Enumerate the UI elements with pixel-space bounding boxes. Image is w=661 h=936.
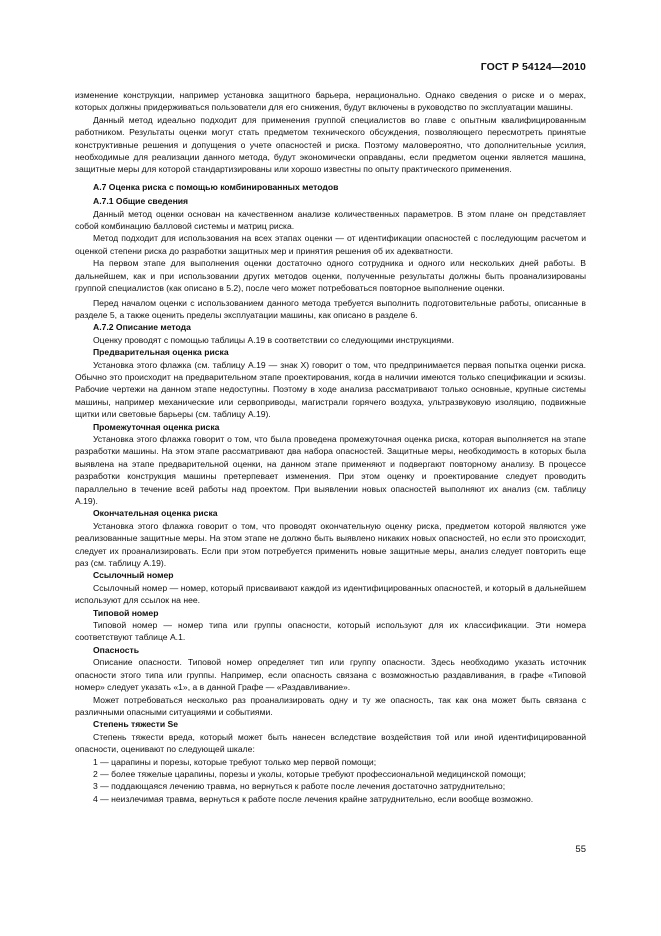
paragraph: Установка этого флажка говорит о том, что проводят окончательную оценку риска, предметом которой являются уже реализованные защитные меры. На этом этапе не должно быть выявлено никаких новых опасностей, но если это происходит, следует их проанализировать. Если при этом потребуется применить новые защитные меры, анализ следует повторить еще раз (см. таблицу А.19). xyxy=(75,520,586,569)
paragraph: Степень тяжести вреда, который может быть нанесен вследствие воздействия той или иной идентифицированной опасности, оценивают по следующей шкале: xyxy=(75,731,586,755)
subsection-heading-a72: А.7.2 Описание метода xyxy=(93,322,191,333)
term-heading-preliminary: Предварительная оценка риска xyxy=(93,347,229,358)
paragraph: Описание опасности. Типовой номер определяет тип или группу опасности. Здесь необходимо указать источник опасности этого типа или группы. Например, если опасность связана с возможностью раздавливания, в графе «Типовой номер» следует указать «1», а в данной Графе — «Раздавливание». xyxy=(75,657,586,693)
document-body xyxy=(75,89,586,805)
paragraph: На первом этапе для выполнения оценки достаточно одного сотрудника и одного или нескольких дней работы. В дальнейшем, как и при использовании других методов оценки, полученные результаты должны быть проанализированы группой специалистов (как описано в 5.2), после чего может потребоваться повторное выполнение оценки. xyxy=(75,258,586,294)
severity-scale-item: 3 — поддающаяся лечению травма, но вернуться к работе после лечения достаточно затруднительно; xyxy=(93,781,506,792)
term-heading-type-number: Типовой номер xyxy=(93,607,159,618)
paragraph: Может потребоваться несколько раз проанализировать одну и ту же опасность, так как она может быть связана с различными опасными ситуациями и событиями. xyxy=(75,694,586,717)
paragraph: Ссылочный номер — номер, который присваивают каждой из идентифицированных опасностей, и который в дальнейшем используют для ссылок на нее. xyxy=(75,582,586,606)
page-number: 55 xyxy=(575,844,586,855)
document-standard-id: ГОСТ Р 54124—2010 xyxy=(480,61,586,73)
paragraph: Перед началом оценки с использованием данного метода требуется выполнить подготовительные работы, описанные в разделе 5, а также оценить пределы эксплуатации машины, как описано в разделе 6. xyxy=(75,297,586,320)
term-heading-intermediate: Промежуточная оценка риска xyxy=(93,421,220,432)
paragraph: Данный метод идеально подходит для применения группой специалистов во главе с опытным квалифицированным работником. Результаты оценки могут стать предметом технического обсуждения, позволяющего пересмотреть принятые конструктивные решения и допущения о учете опасностей и риска. Поэтому маловероятно, что дополнительные усилия, необходимые для реализации данного метода, будут экономически оправданы, если предметом оценки является машина, защитные меры для которой стандартизированы или хорошо известны по опыту практического применения. xyxy=(75,114,586,175)
paragraph: Метод подходит для использования на всех этапах оценки — от идентификации опасностей с последующим расчетом и оценкой степени риска до разработки защитных мер и принятия решения об их адекватности. xyxy=(75,233,586,256)
term-heading-severity: Степень тяжести Se xyxy=(93,719,179,730)
term-heading-final: Окончательная оценка риска xyxy=(93,508,218,519)
section-heading-a7: А.7 Оценка риска с помощью комбинированных методов xyxy=(93,181,339,192)
paragraph: Установка этого флажка (см. таблицу А.19 — знак X) говорит о том, что предпринимается первая попытка оценки риска. Обычно это происходит на предварительном этапе проектирования, когда в наличии имеются только спецификации и эскизы. Рабочие чертежи на данном этапе недоступны. Поэтому в ходе анализа рассматривают только основные, крупные системы машины, например механические или сервоприводы, магистрали горячего воздуха, ультразвуковую изоляцию, подвижные щитки или световые барьеры (см. таблицу А.19). xyxy=(75,359,586,420)
severity-scale-item: 4 — неизлечимая травма, вернуться к работе после лечения крайне затруднительно, если вообще возможно. xyxy=(93,793,534,804)
paragraph: Установка этого флажка говорит о том, что была проведена промежуточная оценка риска, которая выполняется на этапе разработки машины. На этом этапе рассматривают два набора опасностей. Защитные меры, необходимость в которых была выявлена на этапе предварительной оценки, на данном этапе применяют и подвергают повторному анализу. В процессе разработки конструкция машины претерпевает изменения. При этом оценку и проектирование следует проводить параллельно в течение всей работы над проектом. При выявлении новых опасностей выполняют их анализ (см. таблицу А.19). xyxy=(75,433,586,506)
paragraph: Данный метод оценки основан на качественном анализе количественных параметров. В этом плане он представляет собой комбинацию балловой системы и матриц риска. xyxy=(75,208,586,232)
paragraph: изменение конструкции, например установка защитного барьера, нерационально. Однако сведения о риске и о мерах, которых должны придерживаться пользователи для его снижения, будут включены в руководство по эксплуатации машины. xyxy=(75,90,586,113)
paragraph: Типовой номер — номер типа или группы опасности, который используют для их классификации. Эти номера соответствуют таблице А.1. xyxy=(75,620,586,643)
severity-scale-item: 2 — более тяжелые царапины, порезы и уколы, которые требуют профессиональной медицинской помощи; xyxy=(93,768,526,779)
paragraph: Оценку проводят с помощью таблицы А.19 в соответствии со следующими инструкциями. xyxy=(93,334,454,345)
subsection-heading-a71: А.7.1 Общие сведения xyxy=(93,196,189,207)
term-heading-hazard: Опасность xyxy=(93,644,140,655)
term-heading-reference-number: Ссылочный номер xyxy=(93,570,174,581)
severity-scale-item: 1 — царапины и порезы, которые требуют только мер первой помощи; xyxy=(93,756,377,767)
